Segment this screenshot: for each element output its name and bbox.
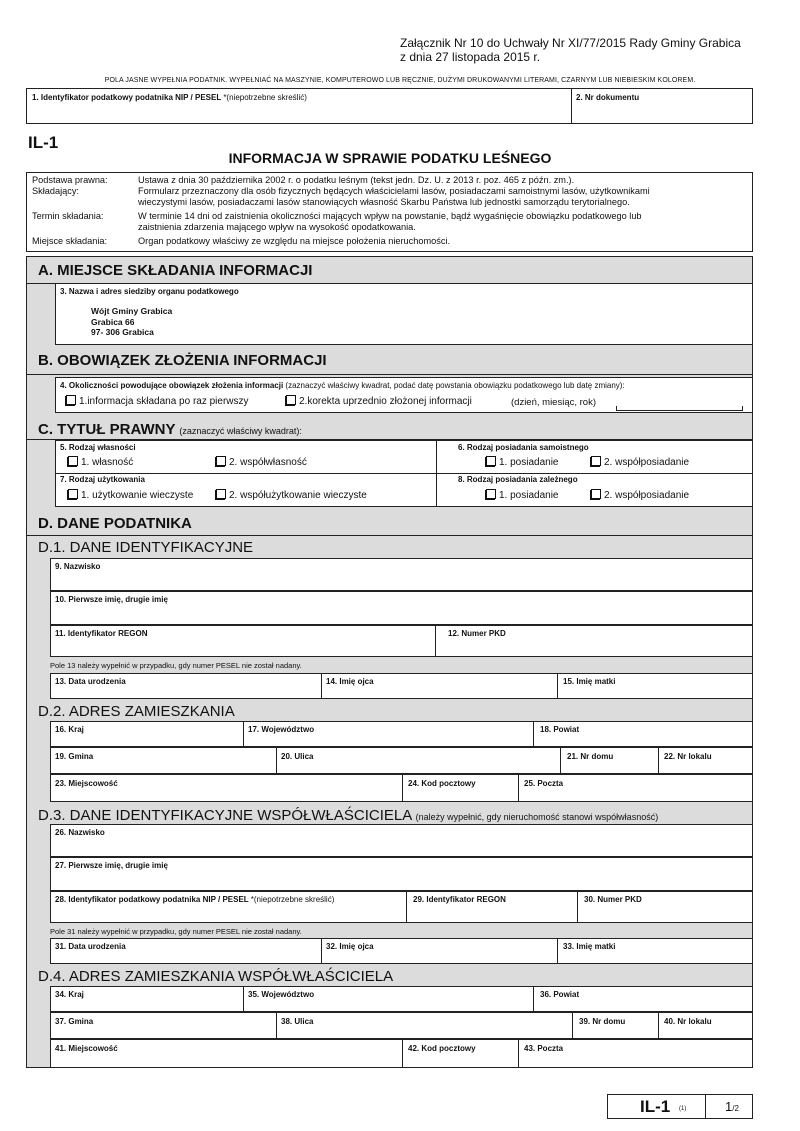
legal-basis-box xyxy=(26,172,753,252)
co-owner-mother-name-label: 33. Imię matki xyxy=(563,942,616,951)
obligation-label xyxy=(60,381,625,390)
co-owner-regon-label: 29. Identyfikator REGON xyxy=(413,895,506,904)
co-owner-post-office-label: 43. Poczta xyxy=(524,1044,564,1053)
checkbox-icon[interactable] xyxy=(216,489,226,499)
co-owner-country-field[interactable] xyxy=(50,986,244,1012)
field-13-note: Pole 13 należy wypełnić w przypadku, gdy numer PESEL nie został nadany. xyxy=(50,661,302,670)
checkbox-icon[interactable] xyxy=(486,456,496,466)
perpetual-usufruct-option[interactable] xyxy=(68,489,193,501)
obligation-label-text: 4. Okoliczności powodujące obowiązek złożenia informacji xyxy=(60,381,284,390)
co-ownership-label: 2. współwłasność xyxy=(229,457,307,468)
co-owner-street-label: 38. Ulica xyxy=(281,1017,314,1026)
divider xyxy=(56,473,752,474)
section-c-note: (zaznaczyć właściwy kwadrat): xyxy=(179,426,302,436)
tax-office-street: Grabica 66 xyxy=(91,316,135,327)
checkbox-icon[interactable] xyxy=(68,456,78,466)
co-possession-option[interactable] xyxy=(591,456,689,468)
country-field[interactable] xyxy=(50,721,244,747)
co-owner-apartment-number-field[interactable] xyxy=(658,1012,753,1039)
country-label: 16. Kraj xyxy=(55,725,84,734)
form-code: IL-1 xyxy=(28,133,59,152)
street-label: 20. Ulica xyxy=(281,752,314,761)
apartment-number-label: 22. Nr lokalu xyxy=(664,752,712,761)
filling-rules: POLA JASNE WYPEŁNIA PODATNIK. WYPEŁNIAĆ NA MASZYNIE, KOMPUTEROWO LUB RĘCZNIE, DUŻYMI DRUKOWANYMI LITERAMI, CZARNYM LUB NIEBIESKIM KOLOREM. xyxy=(104,77,696,84)
co-owner-nip-pesel-note: *(niepotrzebne skreślić) xyxy=(250,895,335,904)
postal-code-label: 24. Kod pocztowy xyxy=(408,779,476,788)
co-perpetual-usufruct-label: 2. współużytkowanie wieczyste xyxy=(229,490,367,501)
section-d3-title xyxy=(38,807,658,824)
surname-label: 9. Nazwisko xyxy=(55,562,101,571)
checkbox-icon[interactable] xyxy=(591,456,601,466)
co-owner-father-name-field[interactable] xyxy=(321,938,558,964)
co-owner-surname-field[interactable] xyxy=(50,824,753,857)
co-owner-first-names-field[interactable] xyxy=(50,857,753,891)
section-c-title xyxy=(38,421,302,438)
correction-option[interactable] xyxy=(286,395,472,407)
checkbox-icon[interactable] xyxy=(216,456,226,466)
co-owner-postal-code-field[interactable] xyxy=(402,1039,519,1068)
basis-key-deadline: Termin składania: xyxy=(32,211,104,221)
correction-label: 2.korekta uprzednio złożonej informacji xyxy=(299,396,472,407)
post-office-field[interactable] xyxy=(518,774,753,802)
section-d2-title: D.2. ADRES ZAMIESZKANIA xyxy=(38,703,235,720)
divider xyxy=(705,1095,706,1118)
footer-form-code: IL-1 xyxy=(640,1097,671,1116)
section-c-title-text: C. TYTUŁ PRAWNY xyxy=(38,421,176,438)
co-owner-pkd-field[interactable] xyxy=(577,891,753,923)
possession-label: 1. posiadanie xyxy=(499,457,559,468)
co-owner-postal-code-label: 42. Kod pocztowy xyxy=(408,1044,476,1053)
surname-field[interactable] xyxy=(50,558,753,591)
dependent-co-possession-option[interactable] xyxy=(591,489,689,501)
co-owner-voivodeship-field[interactable] xyxy=(243,986,534,1012)
co-owner-nip-pesel-label xyxy=(55,895,334,904)
form-title: INFORMACJA W SPRAWIE PODATKU LEŚNEGO xyxy=(228,150,552,166)
usage-type-label: 7. Rodzaj użytkowania xyxy=(60,475,145,484)
co-owner-father-name-label: 32. Imię ojca xyxy=(326,942,374,951)
county-field[interactable] xyxy=(533,721,753,747)
basis-value-submitter-1: Formularz przeznaczony dla osób fizycznych będących właścicielami lasów, posiadaczami samoistnymi lasów, użytkownikami xyxy=(138,186,650,196)
co-perpetual-usufruct-option[interactable] xyxy=(216,489,367,501)
section-b-title: B. OBOWIĄZEK ZŁOŻENIA INFORMACJI xyxy=(38,352,327,369)
co-owner-country-label: 34. Kraj xyxy=(55,990,84,999)
first-names-label: 10. Pierwsze imię, drugie imię xyxy=(55,595,168,604)
mother-name-field[interactable] xyxy=(557,673,753,699)
co-ownership-option[interactable] xyxy=(216,456,307,468)
co-owner-birth-date-label: 31. Data urodzenia xyxy=(55,942,126,951)
ownership-option[interactable] xyxy=(68,456,133,468)
basis-value-submitter-2: wieczystymi lasów, posiadaczami lasów stanowiących własność Skarbu Państwa lub jednostki samorządu terytorialnego. xyxy=(138,197,630,207)
co-owner-locality-label: 41. Miejscowość xyxy=(55,1044,118,1053)
ownership-label: 1. własność xyxy=(81,457,134,468)
co-owner-nip-pesel-label-text: 28. Identyfikator podatkowy podatnika NIP / PESEL xyxy=(55,895,249,904)
co-owner-pkd-label: 30. Numer PKD xyxy=(584,895,642,904)
co-owner-surname-label: 26. Nazwisko xyxy=(55,828,105,837)
co-owner-apartment-number-label: 40. Nr lokalu xyxy=(664,1017,712,1026)
field-31-note: Pole 31 należy wypełnić w przypadku, gdy numer PESEL nie został nadany. xyxy=(50,927,302,936)
ownership-type-label: 5. Rodzaj własności xyxy=(60,443,136,452)
checkbox-icon[interactable] xyxy=(66,395,76,405)
document-number-field xyxy=(572,89,752,123)
tax-office-field xyxy=(55,283,753,345)
divider xyxy=(26,374,753,375)
regon-label: 11. Identyfikator REGON xyxy=(55,629,148,638)
locality-label: 23. Miejscowość xyxy=(55,779,118,788)
checkbox-icon[interactable] xyxy=(591,489,601,499)
house-number-label: 21. Nr domu xyxy=(567,752,614,761)
perpetual-usufruct-label: 1. użytkowanie wieczyste xyxy=(81,490,194,501)
birth-date-field[interactable] xyxy=(50,673,322,699)
nip-pesel-label-text: 1. Identyfikator podatkowy podatnika NIP / PESEL xyxy=(32,93,222,102)
co-owner-mother-name-field[interactable] xyxy=(557,938,753,964)
attachment-header xyxy=(400,36,741,64)
pkd-label: 12. Numer PKD xyxy=(448,629,506,638)
checkbox-icon[interactable] xyxy=(68,489,78,499)
page-footer xyxy=(607,1094,753,1119)
co-owner-birth-date-field[interactable] xyxy=(50,938,322,964)
basis-value-deadline-2: zaistnienia zdarzenia mającego wpływ na wysokość opodatkowania. xyxy=(138,222,416,232)
tax-office-city: 97- 306 Grabica xyxy=(91,327,154,337)
page-current: 1 xyxy=(725,1099,733,1114)
dependent-possession-option-label: 1. posiadanie xyxy=(499,490,559,501)
co-owner-house-number-field[interactable] xyxy=(572,1012,659,1039)
first-names-field[interactable] xyxy=(50,591,753,625)
page-number xyxy=(725,1099,739,1114)
legal-title-grid xyxy=(55,440,753,507)
section-a-title: A. MIEJSCE SKŁADANIA INFORMACJI xyxy=(38,262,313,279)
first-submission-option[interactable] xyxy=(66,395,249,407)
basis-key-place: Miejsce składania: xyxy=(32,236,108,246)
pkd-field[interactable] xyxy=(435,625,753,657)
commune-field[interactable] xyxy=(50,747,277,774)
co-owner-first-names-label: 27. Pierwsze imię, drugie imię xyxy=(55,861,168,870)
autonomous-possession-label: 6. Rodzaj posiadania samoistnego xyxy=(458,443,589,452)
basis-value-deadline-1: W terminie 14 dni od zaistnienia okoliczności mających wpływ na powstanie, bądź wygaśnięcie obowiązku podatkowego lub xyxy=(138,211,642,221)
possession-option[interactable] xyxy=(486,456,559,468)
tax-office-name: Wójt Gminy Grabica xyxy=(91,306,173,316)
co-owner-post-office-field[interactable] xyxy=(518,1039,753,1068)
dependent-co-possession-label: 2. współposiadanie xyxy=(604,490,690,501)
nip-pesel-note: *(niepotrzebne skreślić) xyxy=(223,93,307,102)
attachment-line-2: z dnia 27 listopada 2015 r. xyxy=(400,50,541,64)
dependent-possession-label: 8. Rodzaj posiadania zależnego xyxy=(458,475,578,484)
apartment-number-field[interactable] xyxy=(658,747,753,774)
attachment-line-1: Załącznik Nr 10 do Uchwały Nr XI/77/2015 Rady Gminy Grabica xyxy=(400,36,741,50)
checkbox-icon[interactable] xyxy=(286,395,296,405)
nip-pesel-label xyxy=(32,93,307,102)
postal-code-field[interactable] xyxy=(402,774,519,802)
co-owner-regon-field[interactable] xyxy=(406,891,578,923)
voivodeship-label: 17. Województwo xyxy=(248,725,315,734)
document-number-label: 2. Nr dokumentu xyxy=(576,93,640,102)
obligation-note: (zaznaczyć właściwy kwadrat, podać datę powstania obowiązku podatkowego lub datę zmiany): xyxy=(285,381,625,390)
voivodeship-field[interactable] xyxy=(243,721,534,747)
co-owner-county-label: 36. Powiat xyxy=(540,990,580,999)
section-d3-title-text: D.3. DANE IDENTYFIKACYJNE WSPÓŁWŁAŚCICIELA xyxy=(38,807,412,824)
regon-field[interactable] xyxy=(50,625,436,657)
mother-name-label: 15. Imię matki xyxy=(563,677,616,686)
tax-office-address xyxy=(91,306,172,338)
co-owner-county-field[interactable] xyxy=(533,986,753,1012)
basis-key-submitter: Składający: xyxy=(32,186,79,196)
footer-version: (1) xyxy=(679,1106,687,1112)
nip-pesel-field[interactable] xyxy=(27,89,572,123)
page-total: /2 xyxy=(732,1104,739,1113)
obligation-field xyxy=(55,377,753,413)
father-name-label: 14. Imię ojca xyxy=(326,677,374,686)
house-number-field[interactable] xyxy=(560,747,659,774)
co-owner-house-number-label: 39. Nr domu xyxy=(579,1017,626,1026)
id-row xyxy=(26,88,753,124)
co-owner-commune-field[interactable] xyxy=(50,1012,277,1039)
birth-date-label: 13. Data urodzenia xyxy=(55,677,126,686)
divider xyxy=(26,535,753,536)
section-d3-note: (należy wypełnić, gdy nieruchomość stanowi współwłasność) xyxy=(415,812,659,822)
street-field[interactable] xyxy=(276,747,561,774)
checkbox-icon[interactable] xyxy=(486,489,496,499)
co-owner-street-field[interactable] xyxy=(276,1012,573,1039)
section-d-title: D. DANE PODATNIKA xyxy=(38,515,192,532)
dependent-possession-option[interactable] xyxy=(486,489,559,501)
section-d1-title: D.1. DANE IDENTYFIKACYJNE xyxy=(38,539,254,556)
co-owner-nip-pesel-field[interactable] xyxy=(50,891,407,923)
date-input-line[interactable] xyxy=(616,406,743,411)
first-submission-label: 1.informacja składana po raz pierwszy xyxy=(79,396,249,407)
section-d4-title: D.4. ADRES ZAMIESZKANIA WSPÓŁWŁAŚCICIELA xyxy=(38,968,394,985)
county-label: 18. Powiat xyxy=(540,725,580,734)
co-owner-locality-field[interactable] xyxy=(50,1039,403,1068)
co-possession-label: 2. współposiadanie xyxy=(604,457,690,468)
co-owner-commune-label: 37. Gmina xyxy=(55,1017,94,1026)
post-office-label: 25. Poczta xyxy=(524,779,564,788)
co-owner-voivodeship-label: 35. Województwo xyxy=(248,990,315,999)
basis-value-place: Organ podatkowy właściwy ze względu na miejsce położenia nieruchomości. xyxy=(138,236,451,246)
commune-label: 19. Gmina xyxy=(55,752,94,761)
tax-office-label: 3. Nazwa i adres siedziby organu podatkowego xyxy=(60,287,239,296)
date-format-hint: (dzień, miesiąc, rok) xyxy=(511,397,596,408)
father-name-field[interactable] xyxy=(321,673,558,699)
locality-field[interactable] xyxy=(50,774,403,802)
basis-value-legal: Ustawa z dnia 30 października 2002 r. o podatku leśnym (tekst jedn. Dz. U. z 2013 r. poz. 465 z późn. zm.). xyxy=(138,175,575,185)
basis-key-legal: Podstawa prawna: xyxy=(32,175,108,185)
